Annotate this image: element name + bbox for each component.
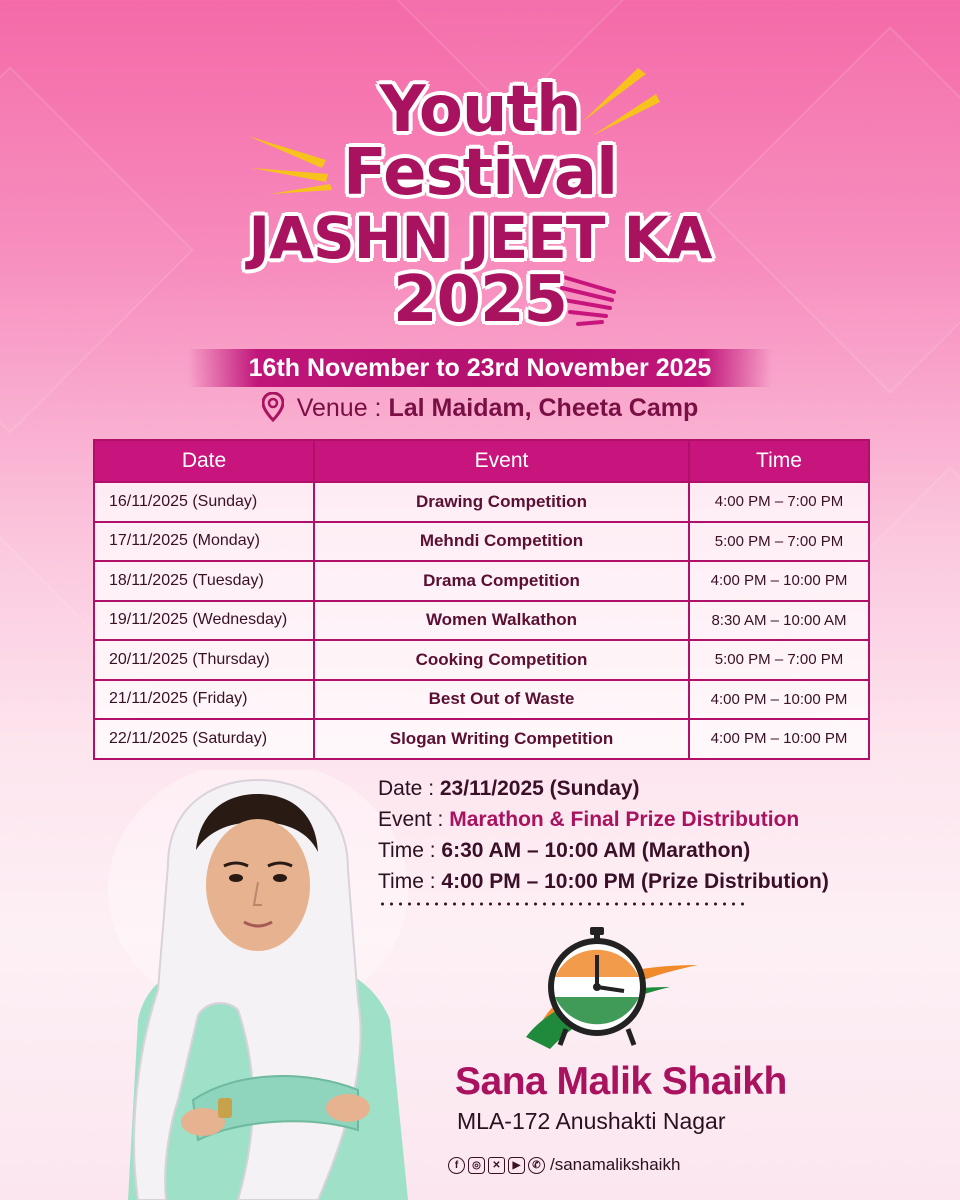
table-row [94,482,869,522]
finale-event-value: Marathon & Final Prize Distribution [449,808,800,831]
finale-time2-value: 4:00 PM – 10:00 PM (Prize Distribution) [441,870,829,893]
finale-time1-value: 6:30 AM – 10:00 AM (Marathon) [441,839,751,862]
row-event: Women Walkathon [314,601,689,641]
finale-date-value: 23/11/2025 (Sunday) [439,777,640,800]
row-time: 5:00 PM – 7:00 PM [689,640,869,680]
event-schedule-table [93,439,870,760]
table-row [94,601,869,641]
header-date: Date [94,440,314,482]
x-icon[interactable]: ✕ [488,1157,505,1174]
title-line-year: 2025 [392,262,568,337]
table-row [94,719,869,759]
title-line-youth: Youth [379,73,581,147]
portrait-photo [108,770,420,1200]
whatsapp-icon[interactable]: ✆ [528,1157,545,1174]
finale-details [378,773,918,897]
row-event: Best Out of Waste [314,680,689,720]
row-date: 16/11/2025 (Sunday) [94,482,314,522]
finale-event-label: Event : [378,808,444,831]
table-row [94,680,869,720]
row-event: Drawing Competition [314,482,689,522]
table-row [94,561,869,601]
row-time: 4:00 PM – 7:00 PM [689,482,869,522]
row-event: Slogan Writing Competition [314,719,689,759]
table-row [94,640,869,680]
social-handles [448,1150,728,1180]
title-line-festival: Festival [343,136,617,211]
finale-date-row [378,773,918,804]
row-time: 4:00 PM – 10:00 PM [689,719,869,759]
dotted-divider [378,901,748,907]
finale-date-label: Date : [378,777,435,800]
header-event: Event [314,440,689,482]
venue-label: Venue : [296,394,382,422]
row-date: 17/11/2025 (Monday) [94,522,314,562]
row-date: 18/11/2025 (Tuesday) [94,561,314,601]
row-time: 4:00 PM – 10:00 PM [689,680,869,720]
finale-time2-label: Time : [378,870,436,893]
person-name: Sana Malik Shaikh [455,1060,787,1103]
festival-title [0,73,960,337]
location-pin-icon [262,392,284,429]
finale-time1-label: Time : [378,839,436,862]
row-time: 8:30 AM – 10:00 AM [689,601,869,641]
row-date: 19/11/2025 (Wednesday) [94,601,314,641]
row-event: Drama Competition [314,561,689,601]
row-event: Cooking Competition [314,640,689,680]
title-line-jashn-jeet-ka: JASHN JEET KA [248,203,712,272]
row-date: 22/11/2025 (Saturday) [94,719,314,759]
row-date: 20/11/2025 (Thursday) [94,640,314,680]
finale-event-row [378,804,918,835]
finale-time2-row [378,866,918,897]
venue-value: Lal Maidam, Cheeta Camp [388,394,699,422]
social-handle[interactable]: /sanamalikshaikh [550,1155,681,1174]
row-date: 21/11/2025 (Friday) [94,680,314,720]
instagram-icon[interactable]: ◎ [468,1157,485,1174]
youtube-icon[interactable]: ▶ [508,1157,525,1174]
row-time: 5:00 PM – 7:00 PM [689,522,869,562]
clock-party-logo-icon [520,925,702,1055]
date-range-banner: 16th November to 23rd November 2025 [188,349,772,387]
table-row [94,522,869,562]
table-header-row [94,440,869,482]
finale-time1-row [378,835,918,866]
venue-line [0,392,960,429]
facebook-icon[interactable]: f [448,1157,465,1174]
row-time: 4:00 PM – 10:00 PM [689,561,869,601]
row-event: Mehndi Competition [314,522,689,562]
header-time: Time [689,440,869,482]
person-role: MLA-172 Anushakti Nagar [457,1108,726,1134]
